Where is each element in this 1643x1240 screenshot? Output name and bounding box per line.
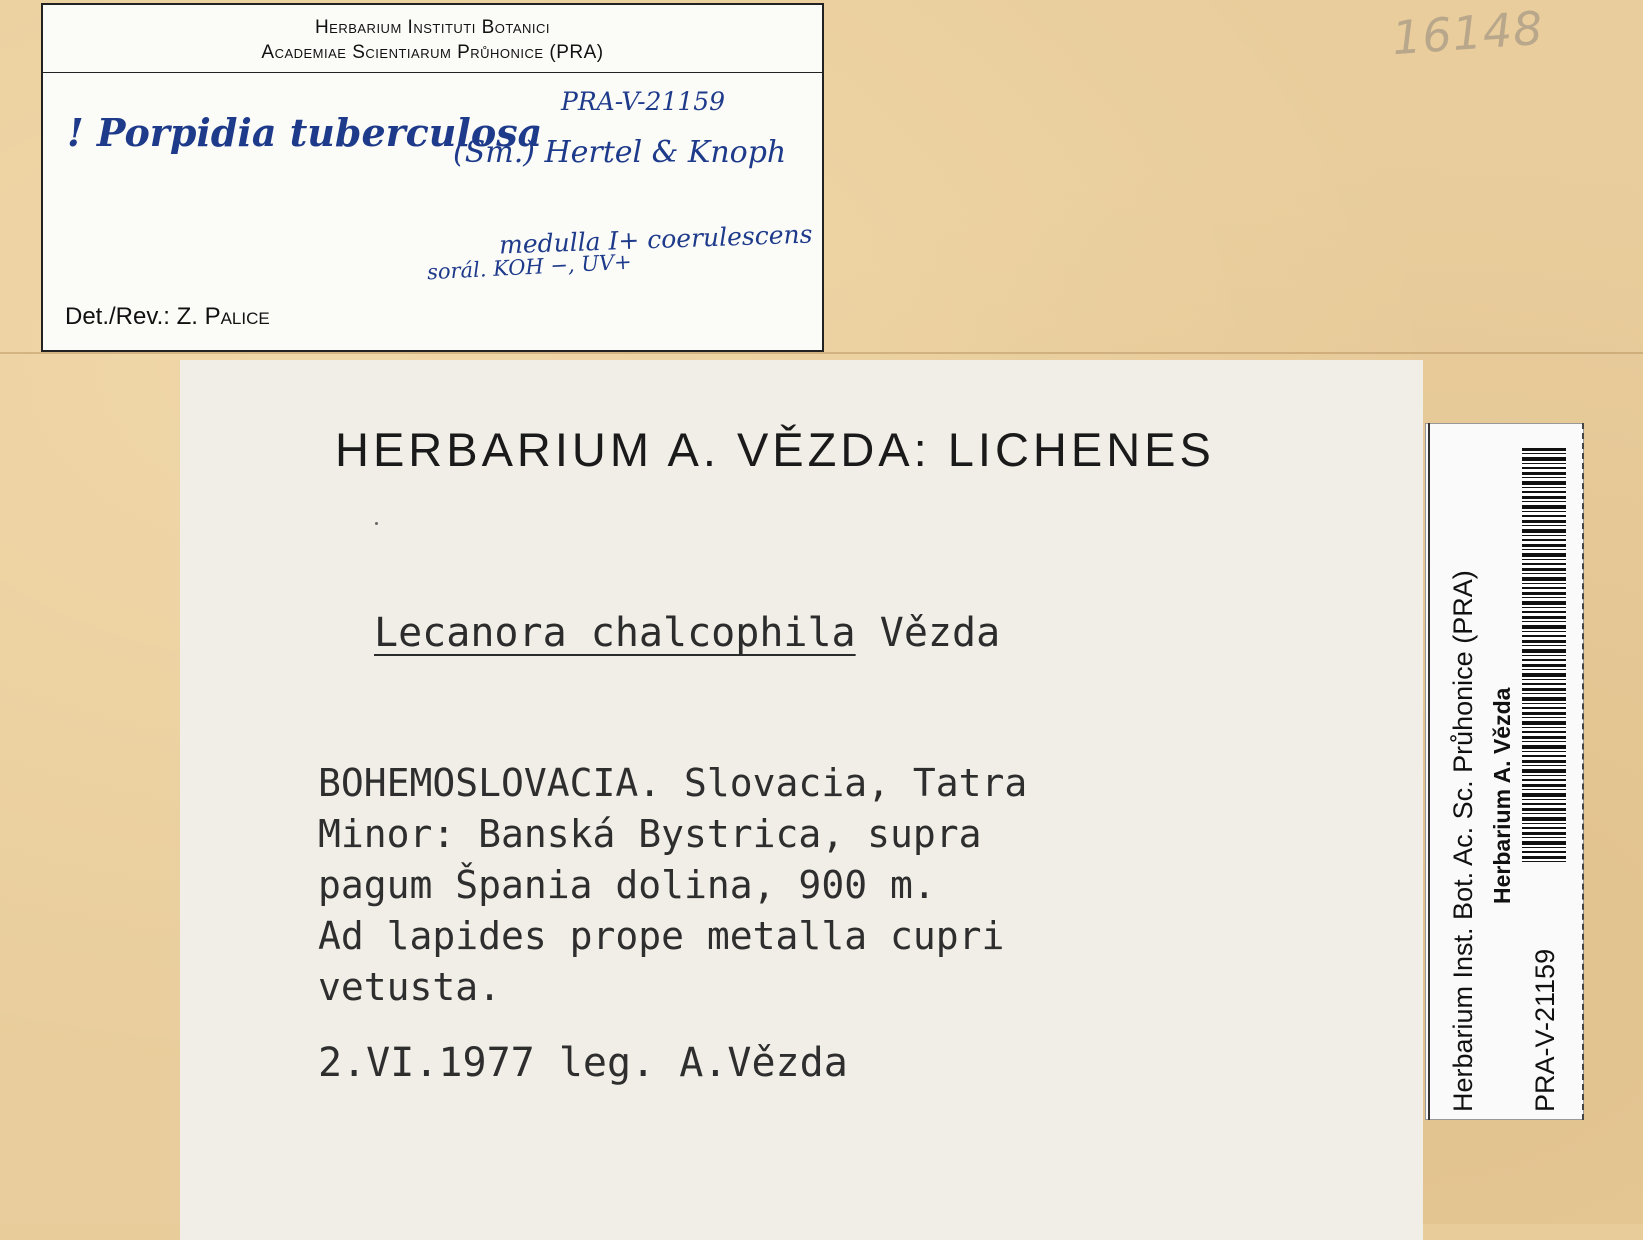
locality-line: Ad lapides prope metalla cupri xyxy=(318,914,1005,958)
barcode-label-dashed-edge xyxy=(1582,423,1584,1120)
handwritten-taxon-author: (Sm.) Hertel & Knoph xyxy=(453,135,787,170)
determination-label xyxy=(41,3,824,352)
header-line-1: Herbarium Instituti Botanici xyxy=(314,17,551,38)
locality-line: Minor: Banská Bystrica, supra xyxy=(318,812,982,856)
header-line-2: Academiae Scientiarum Průhonice (PRA) xyxy=(261,42,604,63)
envelope-fold xyxy=(0,352,1643,354)
determiner-name: Z. Palice xyxy=(176,303,270,330)
handwritten-note-reactions: sorál. KOH −, UV+ xyxy=(426,249,633,285)
herbarium-label xyxy=(180,360,1423,1240)
barcode-label-left-border xyxy=(1428,423,1430,1120)
handwritten-note-medulla: medulla I+ coerulescens xyxy=(498,219,813,260)
determiner-prefix: Det./Rev.: xyxy=(65,303,177,330)
barcode-graphic xyxy=(1522,448,1566,862)
handwritten-specimen-id: PRA-V-21159 xyxy=(561,87,726,116)
barcode-specimen-id: PRA-V-21159 xyxy=(1530,948,1560,1112)
pencil-accession-number: 16148 xyxy=(1390,0,1546,66)
species-line xyxy=(374,610,1000,656)
paper-speck xyxy=(375,522,378,525)
determiner-line xyxy=(65,303,270,331)
locality-line: pagum Špania dolina, 900 m. xyxy=(318,863,936,907)
barcode-institution: Herbarium Inst. Bot. Ac. Sc. Průhonice (PRA) xyxy=(1448,570,1478,1112)
collection-date-collector: 2.VI.1977 leg. A.Vězda xyxy=(318,1040,848,1086)
herbarium-title: HERBARIUM A. VĚZDA: LICHENES xyxy=(335,423,1215,476)
locality-text xyxy=(318,758,1318,1013)
determination-label-header xyxy=(43,5,822,73)
species-name: Lecanora chalcophila xyxy=(374,610,856,656)
handwritten-taxon-name: ! Porpidia tuberculosa xyxy=(67,110,543,155)
locality-line: vetusta. xyxy=(318,965,502,1009)
species-author: Vězda xyxy=(879,610,1001,656)
barcode-label xyxy=(1425,423,1584,1120)
barcode-collection: Herbarium A. Vězda xyxy=(1489,687,1515,904)
locality-line: BOHEMOSLOVACIA. Slovacia, Tatra xyxy=(318,761,1028,805)
